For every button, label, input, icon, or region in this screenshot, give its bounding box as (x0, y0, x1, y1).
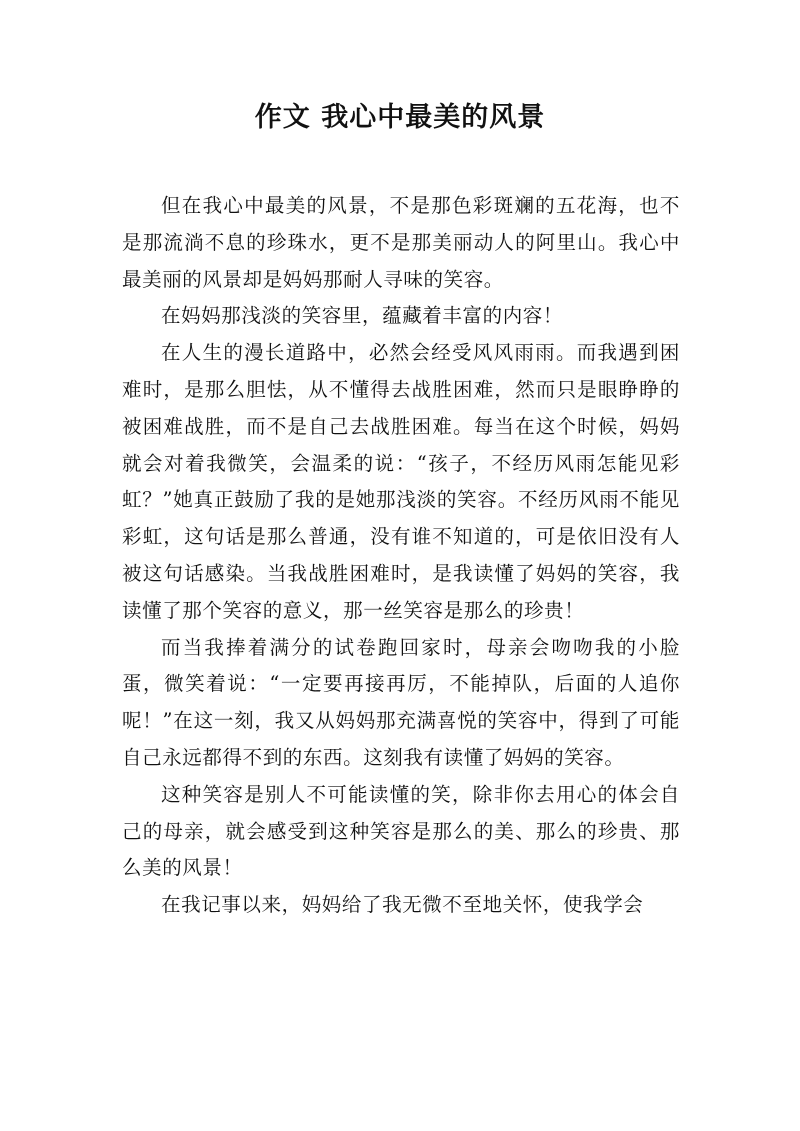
paragraph-4: 而当我捧着满分的试卷跑回家时，母亲会吻吻我的小脸蛋，微笑着说：“一定要再接再厉，不能掉队，后面的人追你呢！”在这一刻，我又从妈妈那充满喜悦的笑容中，得到了可能自己永远都得不到的东西。这刻我有读懂了妈妈的笑容。 (122, 635, 680, 769)
document-title: 作文 我心中最美的风景 (254, 102, 546, 133)
paragraph-1: 但在我心中最美的风景，不是那色彩斑斓的五花海，也不是那流淌不息的珍珠水，更不是那美丽动人的阿里山。我心中最美丽的风景却是妈妈那耐人寻味的笑容。 (122, 194, 680, 291)
paragraph-6: 在我记事以来，妈妈给了我无微不至地关怀，使我学会 (161, 893, 644, 917)
paragraph-2: 在妈妈那浅淡的笑容里，蕴藏着丰富的内容！ (161, 304, 564, 328)
document-body (122, 188, 680, 924)
paragraph-3: 在人生的漫长道路中，必然会经受风风雨雨。而我遇到困难时，是那么胆怯，从不懂得去战胜困难，然而只是眼睁睁的被困难战胜，而不是自己去战胜困难。每当在这个时候，妈妈就会对着我微笑，会温柔的说：“孩子，不经历风雨怎能见彩虹？”她真正鼓励了我的是她那浅淡的笑容。不经历风雨不能见彩虹，这句话是那么普通，没有谁不知道的，可是依旧没有人被这句话感染。当我战胜困难时，是我读懂了妈妈的笑容，我读懂了那个笑容的意义，那一丝笑容是那么的珍贵！ (122, 341, 680, 622)
paragraph-5: 这种笑容是别人不可能读懂的笑，除非你去用心的体会自己的母亲，就会感受到这种笑容是那么的美、那么的珍贵、那么美的风景！ (122, 782, 680, 880)
